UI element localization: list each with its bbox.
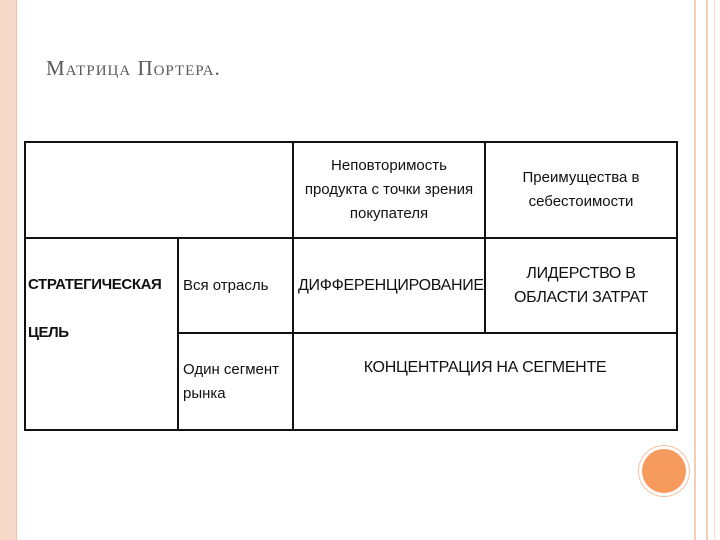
- porter-matrix-table: [24, 141, 678, 431]
- cell-cost-leadership: ЛИДЕРСТВО В ОБЛАСТИ ЗАТРАТ: [485, 238, 677, 333]
- strategic-goal-label: СТРАТЕГИЧЕСКАЯ ЦЕЛЬ: [25, 238, 178, 430]
- slide-title: Матрица Портера.: [46, 56, 221, 80]
- slide-frame-right-line: [706, 0, 708, 540]
- header-uniqueness: Неповторимость продукта с точки зрения покупателя: [293, 142, 485, 238]
- slide-frame-right-line: [694, 0, 696, 540]
- cell-differentiation: ДИФФЕРЕНЦИРОВАНИЕ: [293, 238, 485, 333]
- row-label-whole-industry: Вся отрасль: [178, 238, 293, 333]
- empty-corner-cell: [25, 142, 293, 238]
- slide-frame-left-line: [16, 0, 17, 540]
- slide-frame-right-line: [714, 0, 715, 540]
- cell-segment-focus: КОНЦЕНТРАЦИЯ НА СЕГМЕНТЕ: [293, 333, 677, 430]
- header-cost-advantage: Преимущества в себестоимости: [485, 142, 677, 238]
- row-label-one-segment: Один сегмент рынка: [178, 333, 293, 430]
- slide-frame-left: [0, 0, 16, 540]
- decorative-circle: [642, 449, 686, 493]
- table-row: [25, 142, 677, 238]
- table-row: [25, 238, 677, 333]
